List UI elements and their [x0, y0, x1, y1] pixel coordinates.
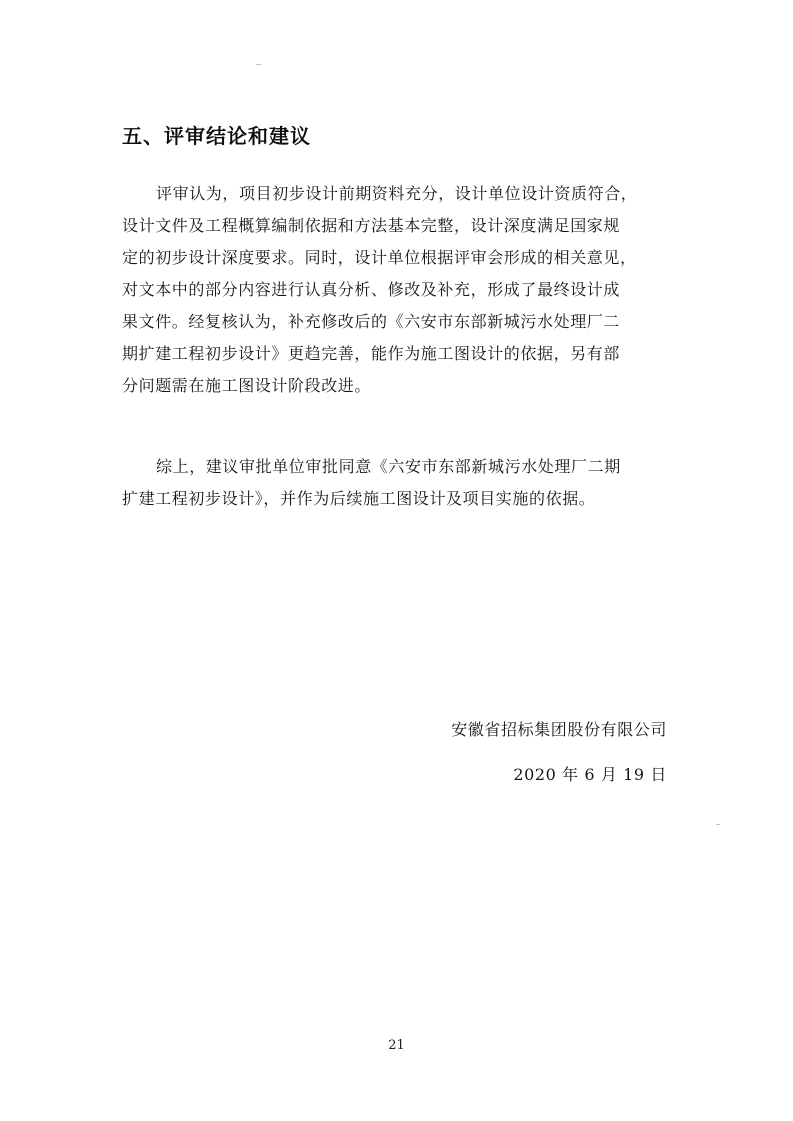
signature-organization: 安徽省招标集团股份有限公司 — [451, 720, 667, 739]
paragraph-line: 果文件。经复核认为，补充修改后的《六安市东部新城污水处理厂二 — [122, 312, 621, 331]
signature-date: 2020 年 6 月 19 日 — [513, 765, 667, 784]
page-number: 21 — [388, 1038, 405, 1053]
paragraph-line: 期扩建工程初步设计》更趋完善，能作为施工图设计的依据，另有部 — [122, 344, 621, 363]
paragraph-line: 定的初步设计深度要求。同时，设计单位根据评审会形成的相关意见， — [122, 248, 637, 267]
paragraph-line: 对文本中的部分内容进行认真分析、修改及补充，形成了最终设计成 — [122, 280, 621, 299]
scan-speck — [256, 64, 261, 65]
paragraph-line: 设计文件及工程概算编制依据和方法基本完整，设计深度满足国家规 — [122, 216, 621, 235]
paragraph-line: 评审认为，项目初步设计前期资料充分，设计单位设计资质符合， — [156, 184, 638, 203]
section-heading: 五、评审结论和建议 — [122, 124, 311, 148]
paragraph-line: 综上，建议审批单位审批同意《六安市东部新城污水处理厂二期 — [156, 457, 621, 476]
recommendation-paragraph — [122, 451, 670, 515]
conclusion-paragraph — [122, 178, 670, 402]
paragraph-line: 分问题需在施工图设计阶段改进。 — [122, 376, 372, 395]
paragraph-line: 扩建工程初步设计》，并作为后续施工图设计及项目实施的依据。 — [122, 489, 596, 508]
scan-speck — [716, 824, 720, 825]
